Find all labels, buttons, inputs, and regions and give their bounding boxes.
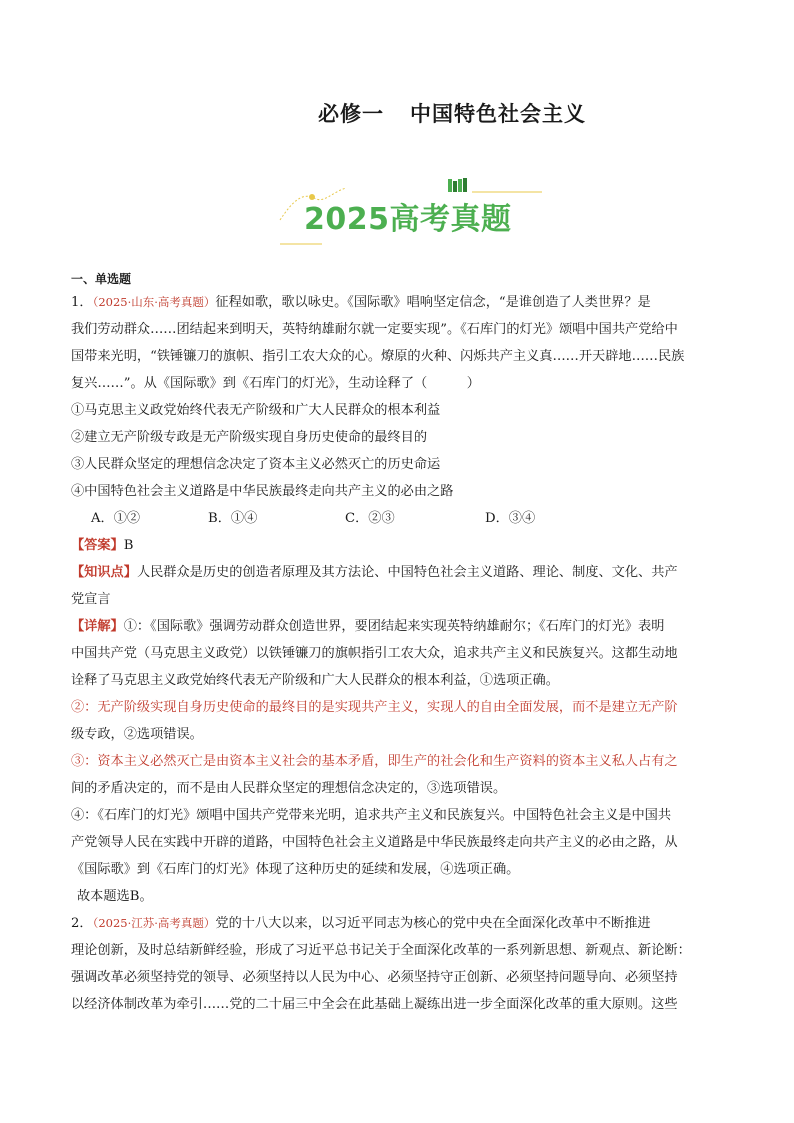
- q1-answer: [71, 532, 721, 559]
- q1-option: ③人民群众坚定的理想信念决定了资本主义必然灭亡的历史命运: [71, 457, 441, 472]
- choice-b: B．①④: [208, 511, 258, 526]
- page-title: [0, 98, 794, 128]
- books-icon: [448, 178, 467, 192]
- q1-choices: [71, 505, 721, 532]
- choice-a: A．①②: [91, 511, 141, 526]
- q1-source: （2025·山东·高考真题）: [92, 295, 216, 309]
- title-left: 必修一: [318, 102, 384, 126]
- banner-title: 2025高考真题: [304, 202, 512, 237]
- detail-line: ①：《国际歌》强调劳动群众创造世界，要团结起来实现英特纳雄耐尔；《石库门的灯光》表明: [123, 619, 665, 634]
- q1-stem-line: 征程如歌，歌以咏史。《国际歌》唱响坚定信念，“是谁创造了人类世界？是: [215, 295, 651, 310]
- question-content: [71, 270, 721, 1018]
- choice-c: C．②③: [345, 511, 395, 526]
- detail-line: 中国共产党（马克思主义政党）以铁锤镰刀的旗帜指引工农大众，追求共产主义和民族复兴。这都生动地: [71, 646, 678, 661]
- q2-source: （2025·江苏·高考真题）: [92, 916, 216, 930]
- q1-option: ④中国特色社会主义道路是中华民族最终走向共产主义的必由之路: [71, 484, 454, 499]
- q2-stem-line: 理论创新，及时总结新鲜经验，形成了习近平总书记关于全面深化改革的一系列新思想、新观点、新论断：: [71, 943, 691, 958]
- q1-option: ①马克思主义政党始终代表无产阶级和广大人民群众的根本利益: [71, 403, 441, 418]
- q2-number: 2．: [71, 916, 93, 931]
- detail-line: 产党领导人民在实践中开辟的道路，中国特色社会主义道路是中华民族最终走向共产主义的必由之路，从: [71, 835, 678, 850]
- detail-label: 【详解】: [71, 619, 124, 634]
- q1-stem-line: 复兴……”。从《国际歌》到《石库门的灯光》，生动诠释了（ ）: [71, 376, 480, 391]
- detail-line: 诠释了马克思主义政党始终代表无产阶级和广大人民群众的根本利益，①选项正确。: [71, 673, 559, 688]
- q1-detail-4: [71, 802, 721, 883]
- exam-banner: [272, 172, 552, 252]
- choice-d: D．③④: [485, 511, 536, 526]
- q1-detail-2: [71, 694, 721, 748]
- answer-value: B: [123, 538, 134, 553]
- detail-line: ④：《石库门的灯光》颂唱中国共产党带来光明，追求共产主义和民族复兴。中国特色社会主义是中国共: [71, 808, 672, 823]
- q2-stem-line: 以经济体制改革为牵引……党的二十届三中全会在此基础上凝练出进一步全面深化改革的重大原则。这些: [71, 997, 678, 1012]
- q1-knowledge: [71, 559, 721, 613]
- detail-line: ③：资本主义必然灭亡是由资本主义社会的基本矛盾，即生产的社会化和生产资料的资本主义私人占有之: [71, 754, 678, 769]
- answer-label: 【答案】: [71, 538, 124, 553]
- q1-detail-3: [71, 748, 721, 802]
- knowledge-line: 党宣言: [71, 592, 111, 607]
- title-right: 中国特色社会主义: [410, 102, 586, 126]
- knowledge-line: 人民群众是历史的创造者原理及其方法论、中国特色社会主义道路、理论、制度、文化、共产: [136, 565, 678, 580]
- q1-stem-line: 我们劳动群众……团结起来到明天，英特纳雄耐尔就一定要实现”。《石库门的灯光》颂唱中国共产党给中: [71, 322, 678, 337]
- section-heading: 一、单选题: [71, 272, 132, 286]
- knowledge-label: 【知识点】: [71, 565, 137, 580]
- detail-line: 《国际歌》到《石库门的灯光》体现了这种历史的延续和发展，④选项正确。: [71, 862, 520, 877]
- q2-stem: [71, 910, 721, 1018]
- q1-stem-line: 国带来光明，“铁锤镰刀的旗帜、指引工农大众的心。燎原的火种、闪烁共产主义真……开天辟地……民族: [71, 349, 685, 364]
- q1-number: 1．: [71, 295, 93, 310]
- q2-stem-line: 党的十八大以来，以习近平同志为核心的党中央在全面深化改革中不断推进: [215, 916, 651, 931]
- detail-line: 间的矛盾决定的，而不是由人民群众坚定的理想信念决定的，③选项错误。: [71, 781, 507, 796]
- q1-detail: [71, 613, 721, 694]
- detail-line: 级专政，②选项错误。: [71, 727, 203, 742]
- q1-option: ②建立无产阶级专政是无产阶级实现自身历史使命的最终目的: [71, 430, 428, 445]
- q1-conclusion: 故本题选B。: [77, 889, 153, 904]
- q1-stem: [71, 289, 721, 397]
- detail-line: ②：无产阶级实现自身历史使命的最终目的是实现共产主义，实现人的自由全面发展，而不是建立无产阶: [71, 700, 678, 715]
- q2-stem-line: 强调改革必须坚持党的领导、必须坚持以人民为中心、必须坚持守正创新、必须坚持问题导向、必须坚持: [71, 970, 678, 985]
